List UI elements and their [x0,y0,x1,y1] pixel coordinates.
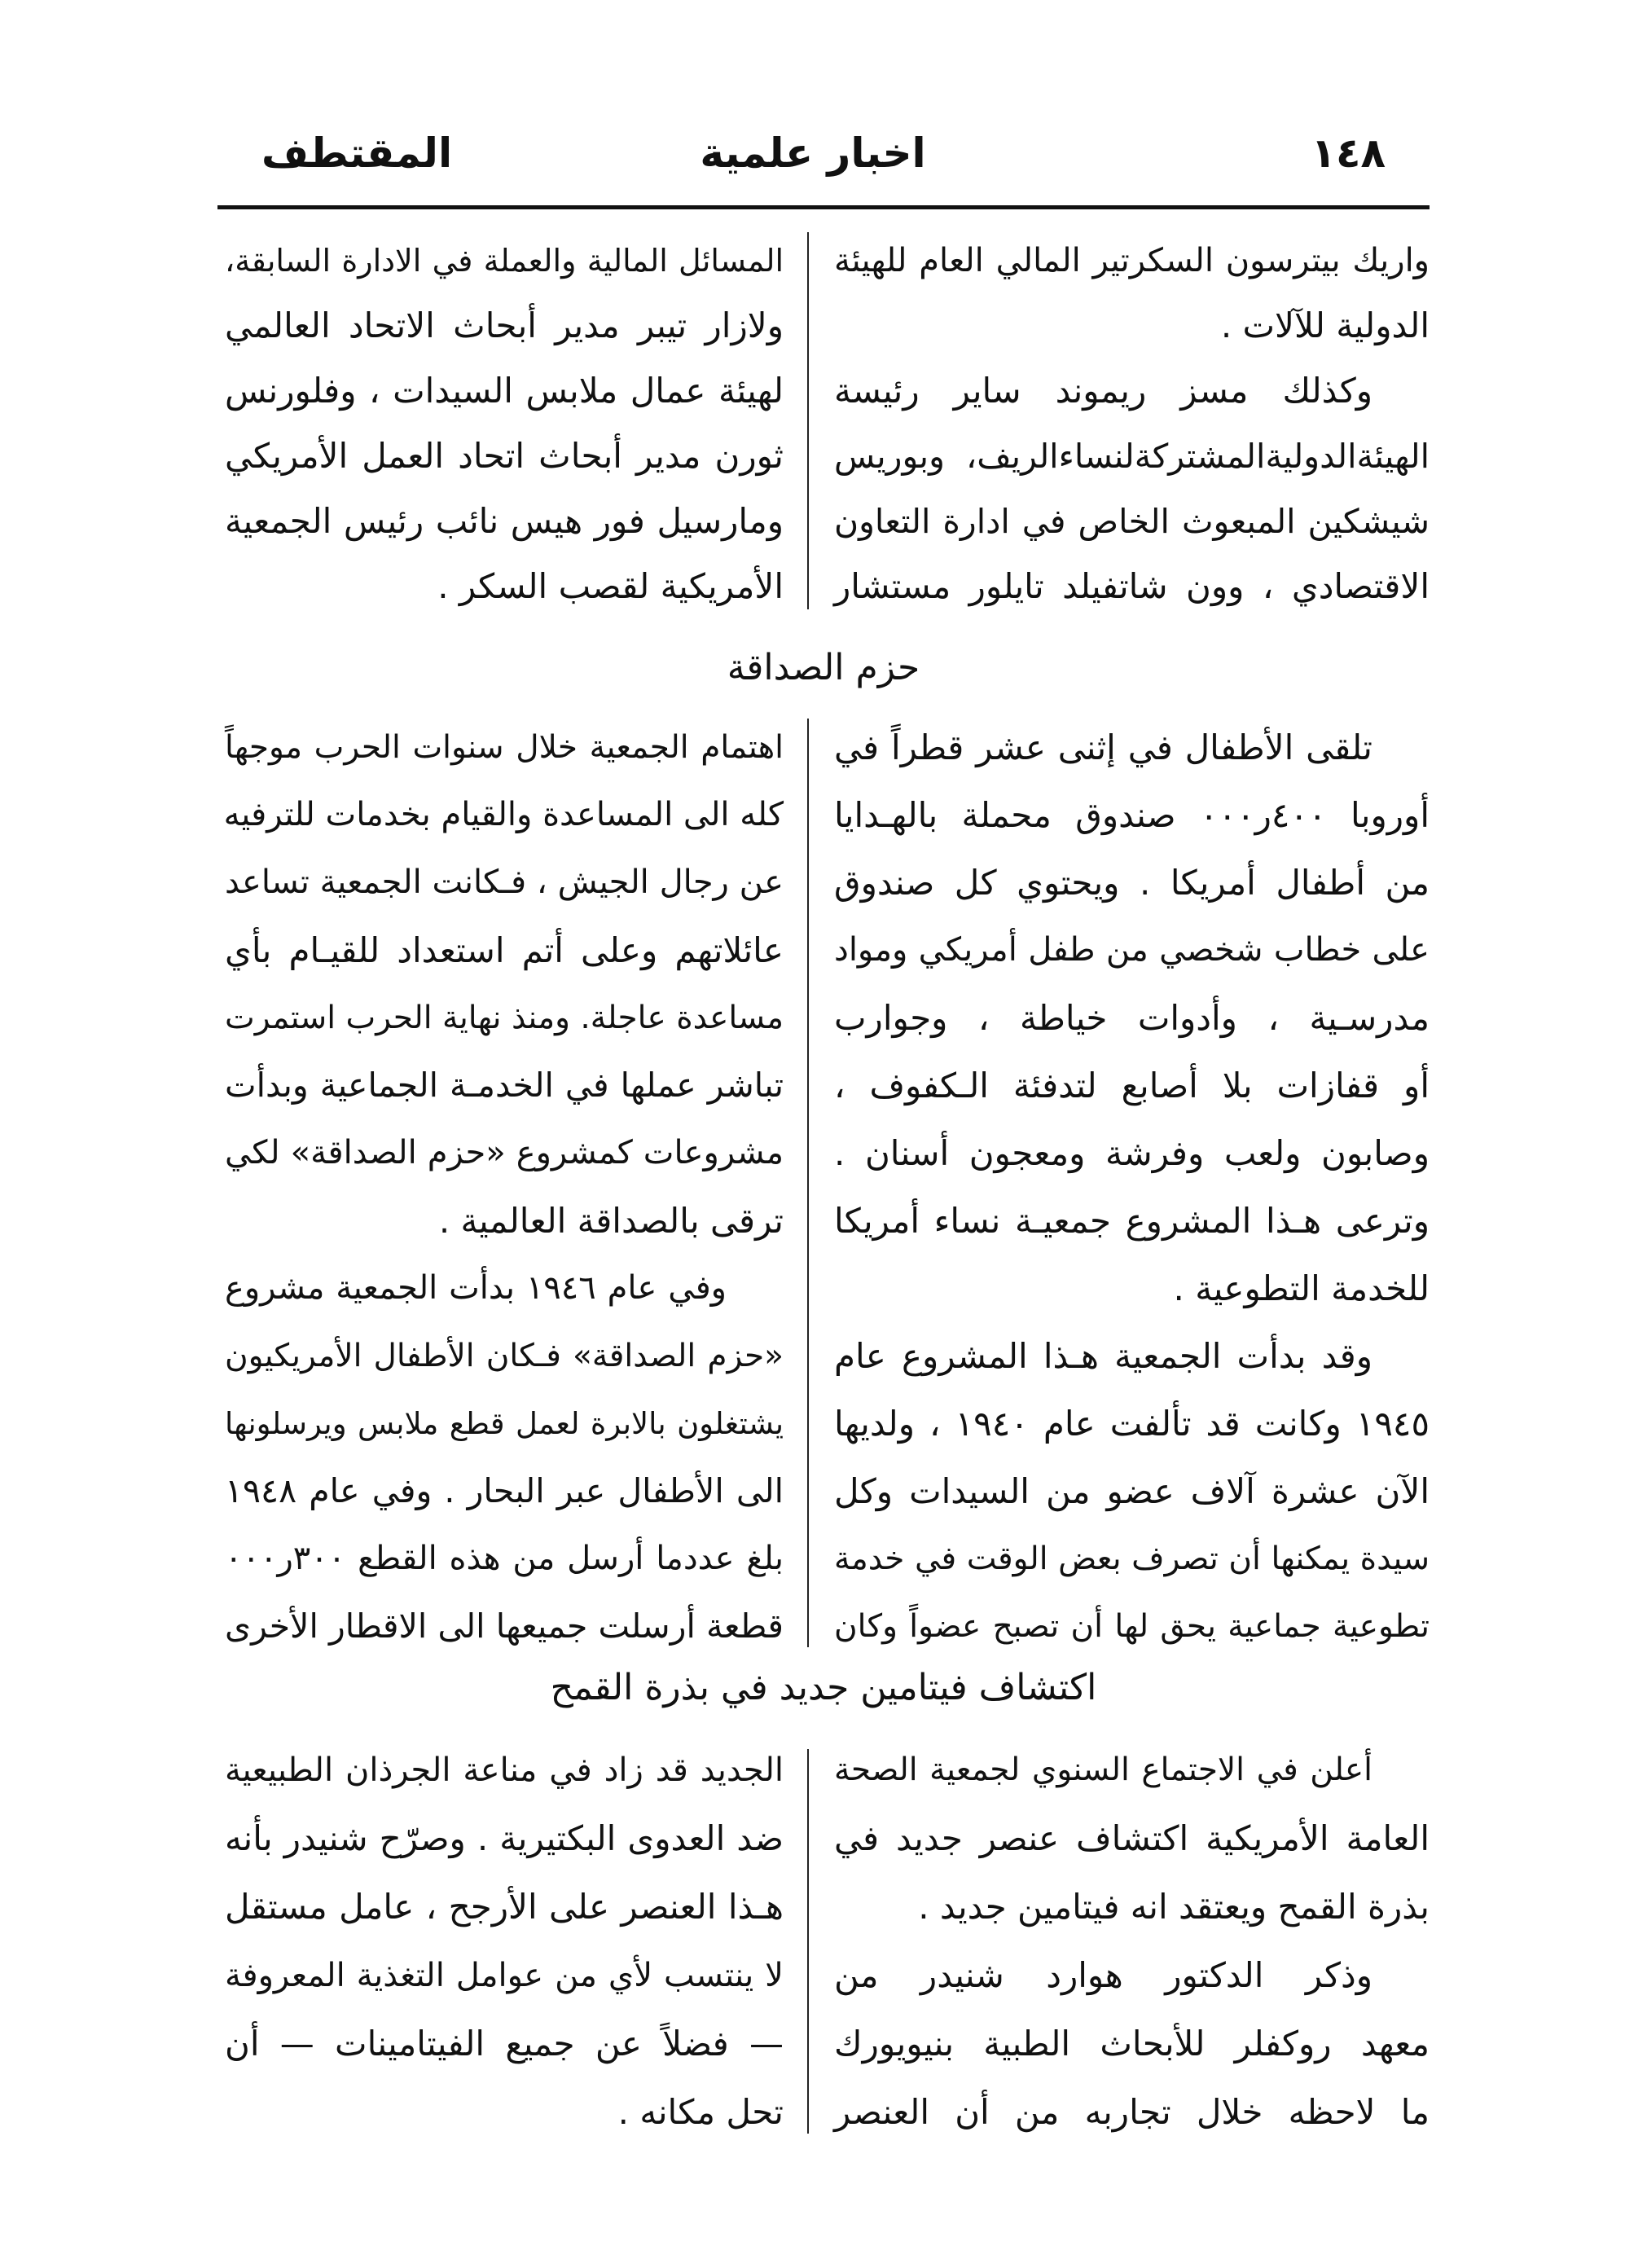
right-column [834,228,1430,619]
text-line: الأمريكية لقصب السكر . [437,566,784,606]
text-line: كله الى المساعدة والقيام بخدمات للترفيه [223,796,784,833]
text-line: أوروبا ٤٠٠ر٠٠٠ صندوق محملة بالهـدايا [834,795,1430,835]
text-line: أعلن في الاجتماع السنوي لجمعية الصحة [834,1752,1372,1788]
text-line: واريك بيترسون السكرتير المالي العام للهيئة [834,242,1430,279]
text-line: ١٩٤٥ وكانت قد تألفت عام ١٩٤٠ ، ولديها [834,1404,1430,1444]
header-rule [217,205,1430,209]
text-line: تحل مكانه . [617,2092,784,2132]
text-line: ترقى بالصداقة العالمية . [438,1201,784,1241]
column-divider [807,719,809,1647]
text-line: ولازار تيبر مدير أبحاث الاتحاد العالمي [225,305,784,345]
journal-name: المقتطف [261,130,453,177]
text-line: المسائل المالية والعملة في الادارة السابقة، [225,243,784,279]
text-line: «حزم الصداقة» فـكان الأطفال الأمريكيون [225,1338,784,1374]
text-line: عائلاتهم وعلى أتم استعداد للقيـام بأي [225,930,784,970]
text-line: وقد بدأت الجمعية هـذا المشروع عام [834,1336,1372,1376]
text-line: وذكر الدكتور هوارد شنيدر من [834,1955,1372,1995]
text-line: بذرة القمح ويعتقد انه فيتامين جديد . [918,1887,1430,1927]
text-line: وكذلك مسز ريموند ساير رئيسة [834,371,1372,411]
text-line: ما لاحظه خلال تجاربه من أن العنصر [834,2092,1430,2132]
text-line: مشروعات كمشروع «حزم الصداقة» لكي [225,1134,784,1171]
text-line: تلقى الأطفال في إثنى عشر قطراً في [834,727,1372,767]
left-column [225,228,784,619]
text-line: الدولية للآلات . [1220,305,1430,345]
text-line: وصابون ولعب وفرشة ومعجون أسنان . [834,1133,1430,1173]
right-column [834,1736,1430,2147]
text-line: سيدة يمكنها أن تصرف بعض الوقت في خدمة [834,1541,1430,1577]
text-line: تطوعية جماعية يحق لها أن تصبح عضواً وكان [834,1608,1430,1645]
column-divider [807,232,809,609]
text-line: معهد روكفلر للأبحاث الطبية بنيويورك [834,2024,1430,2064]
text-line: الهيئةالدوليةالمشتركةلنساءالريف، وبوريس [834,437,1430,476]
text-line: لا ينتسب لأي من عوامل التغذية المعروفة [225,1957,784,1994]
right-column [834,714,1430,1660]
left-column [225,714,784,1660]
text-line: مساعدة عاجلة. ومنذ نهاية الحرب استمرت [225,1000,784,1036]
text-line: الجديد قد زاد في مناعة الجرذان الطبيعية [225,1752,784,1789]
text-line: للخدمة التطوعية . [1173,1268,1430,1308]
text-line: مدرسـية ، وأدوات خياطة ، وجوارب [834,998,1430,1038]
text-line: شيشكين المبعوث الخاص في ادارة التعاون [834,502,1430,541]
text-line: على خطاب شخصي من طفل أمريكي ومواد [834,931,1430,969]
text-line: عن رجال الجيش ، فـكانت الجمعية تساعد [225,864,784,901]
text-line: الآن عشرة آلاف عضو من السيدات وكل [834,1471,1430,1511]
text-line: أو قفازات بلا أصابع لتدفئة الـكفوف ، [834,1066,1430,1105]
text-line: قطعة أرسلت جميعها الى الاقطار الأخرى [225,1606,784,1646]
text-line: وفي عام ١٩٤٦ بدأت الجمعية مشروع [225,1269,727,1307]
text-line: ثورن مدير أبحاث اتحاد العمل الأمريكي [225,436,784,476]
text-line: العامة الأمريكية اكتشاف عنصر جديد في [834,1818,1430,1858]
text-line: — فضلاً عن جميع الفيتامينات — أن [225,2024,784,2064]
text-line: تباشر عملها في الخدمـة الجماعية وبدأت [225,1066,784,1105]
text-line: بلغ عددما أرسل من هذه القطع ٣٠٠ر٠٠٠ [225,1540,784,1577]
text-line: وترعى هـذا المشروع جمعيـة نساء أمريكا [834,1201,1430,1241]
text-line: ومارسيل فور هيس نائب رئيس الجمعية [225,501,784,541]
text-line: يشتغلون بالابرة لعمل قطع ملابس ويرسلونها [225,1406,784,1441]
left-column [225,1736,784,2147]
section-heading: اكتشاف فيتامين جديد في بذرة القمح [550,1667,1097,1708]
text-line: من أطفال أمريكا . ويحتوي كل صندوق [834,863,1430,903]
text-line: اهتمام الجمعية خلال سنوات الحرب موجهاً [225,729,784,766]
text-line: الى الأطفال عبر البحار . وفي عام ١٩٤٨ [225,1471,784,1510]
column-divider [807,1749,809,2134]
running-title: اخبار علمية [700,130,926,177]
section-heading: حزم الصداقة [727,647,920,688]
text-line: الاقتصادي ، وون شاتفيلد تايلور مستشار [834,566,1430,606]
page-number: ١٤٨ [1311,130,1386,177]
text-line: لهيئة عمال ملابس السيدات ، وفلورنس [225,371,784,411]
text-line: هـذا العنصر على الأرجح ، عامل مستقل [225,1887,784,1927]
text-line: ضد العدوى البكتيرية . وصرّح شنيدر بأنه [225,1818,784,1858]
